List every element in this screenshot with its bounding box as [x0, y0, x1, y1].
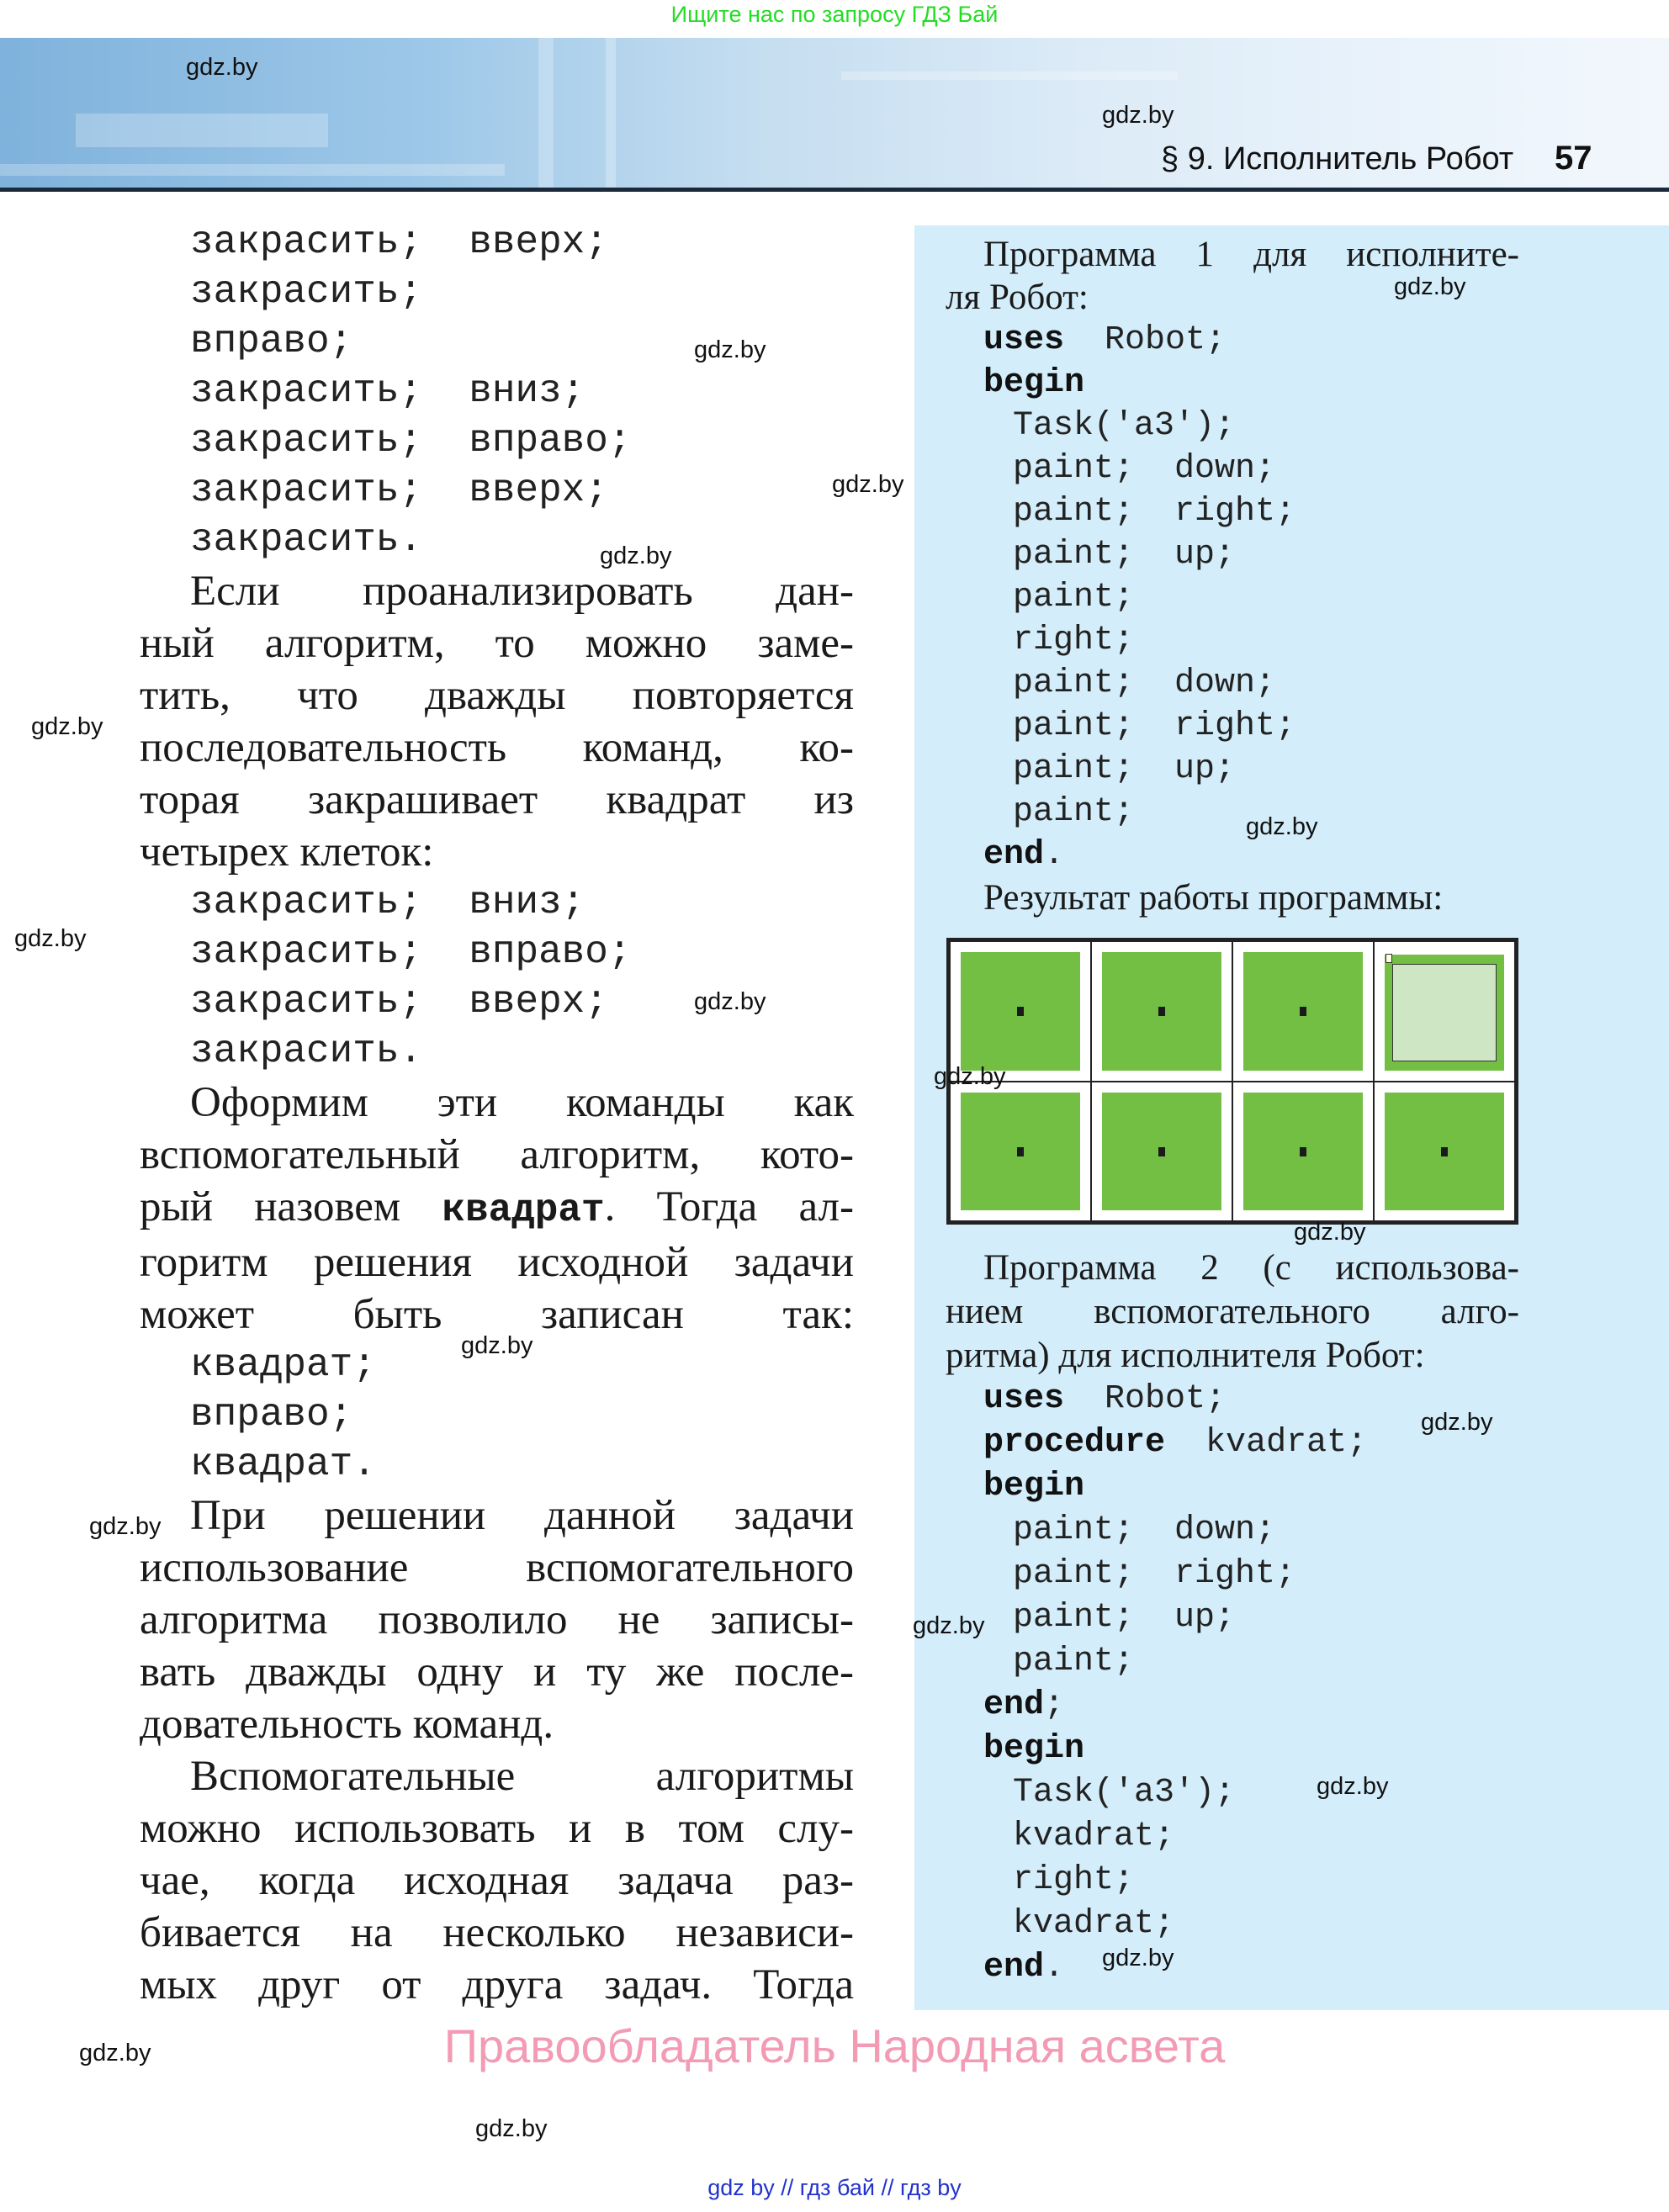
watermark: gdz.by	[14, 925, 87, 952]
text-line: ный алгоритм, то можно заме-	[140, 620, 854, 667]
code-line	[946, 1553, 1519, 1596]
text-line	[140, 1181, 854, 1236]
watermark: gdz.by	[461, 1332, 533, 1359]
code-line: закрасить; вправо;	[190, 419, 632, 463]
cell-point	[1300, 1147, 1306, 1156]
painted-cell	[1243, 952, 1363, 1071]
text-line: Оформим эти команды как	[190, 1079, 854, 1126]
code-text: .	[1044, 836, 1065, 874]
code-text: paint; down;	[1013, 664, 1276, 702]
program-1-code	[946, 319, 1519, 876]
robot-marker	[1386, 954, 1392, 963]
page-number: 57	[1555, 140, 1592, 177]
code-line	[946, 619, 1519, 662]
text-line: использование вспомогательного	[140, 1544, 854, 1591]
code-text: paint; right;	[1013, 1555, 1296, 1593]
code-block-1	[140, 218, 854, 565]
text-line: Вспомогательные алгоритмы	[190, 1753, 854, 1800]
painted-cell	[1102, 952, 1221, 1071]
robot-body	[1392, 964, 1497, 1061]
watermark: gdz.by	[89, 1513, 162, 1540]
code-line	[946, 1902, 1519, 1946]
keyword: end	[983, 1949, 1045, 1987]
code-text: ;	[1044, 1686, 1065, 1724]
watermark: gdz.by	[1317, 1773, 1389, 1800]
code-line	[946, 405, 1519, 447]
code-line	[946, 1728, 1519, 1771]
code-text: kvadrat;	[1165, 1424, 1368, 1462]
grid-cell	[1091, 1082, 1232, 1222]
code-line: закрасить; вверх;	[190, 468, 608, 512]
grid-cell	[1374, 1082, 1515, 1222]
watermark: gdz.by	[934, 1063, 1006, 1090]
code-line: закрасить.	[190, 518, 423, 562]
code-text: paint;	[1013, 793, 1135, 831]
top-promo-note: Ищите нас по запросу ГДЗ Бай	[670, 2, 999, 27]
title-line: Программа 1 для исполните-	[983, 235, 1519, 274]
text-line: можно использовать и в том слу-	[140, 1805, 854, 1852]
left-column	[140, 218, 854, 2011]
paragraph-2	[140, 1077, 854, 1341]
code-block-3	[140, 1341, 854, 1490]
code-line: вправо;	[190, 320, 353, 363]
code-line	[946, 319, 1519, 362]
grid-cell	[1232, 1082, 1374, 1222]
code-text: .	[1044, 1949, 1065, 1987]
code-line	[946, 533, 1519, 576]
keyword: begin	[983, 1468, 1085, 1506]
robot-field-grid	[946, 938, 1518, 1225]
code-line	[946, 791, 1519, 833]
text-line: алгоритма позволило не записы-	[140, 1596, 854, 1643]
watermark: gdz.by	[1394, 273, 1466, 300]
code-line	[946, 362, 1519, 405]
keyword: begin	[983, 364, 1085, 402]
code-text: right;	[1013, 622, 1135, 659]
text-line: При решении данной задачи	[190, 1492, 854, 1539]
grid-cell	[1232, 941, 1374, 1082]
watermark: gdz.by	[79, 2040, 151, 2066]
watermark: gdz.by	[186, 54, 258, 81]
code-line: вправо;	[190, 1393, 353, 1437]
code-text: paint; up;	[1013, 750, 1236, 788]
keyword: begin	[983, 1730, 1085, 1768]
watermark: gdz.by	[475, 2115, 548, 2142]
program-2-title	[946, 1246, 1519, 1378]
title-line: ритма) для исполнителя Робот:	[946, 1336, 1425, 1375]
painted-cell	[961, 1093, 1080, 1211]
watermark: gdz.by	[31, 713, 103, 740]
watermark: gdz.by	[1102, 1945, 1174, 1971]
code-line	[946, 576, 1519, 619]
painted-cell	[1243, 1093, 1363, 1211]
copyright-notice: Правообладатель Народная асвета	[443, 2019, 1226, 2072]
code-line: закрасить;	[190, 270, 423, 314]
paragraph-3	[140, 1490, 854, 1750]
text-line: горитм решения исходной задачи	[140, 1239, 854, 1286]
paragraph-1	[140, 565, 854, 878]
watermark: gdz.by	[694, 988, 766, 1015]
painted-cell	[961, 952, 1080, 1071]
watermark: gdz.by	[600, 542, 672, 569]
code-line	[946, 1684, 1519, 1728]
code-text: right;	[1013, 1861, 1135, 1899]
watermark: gdz.by	[694, 336, 766, 363]
code-text: Robot;	[1064, 321, 1227, 359]
code-line	[946, 1596, 1519, 1640]
watermark: gdz.by	[1294, 1219, 1366, 1246]
code-line: квадрат;	[190, 1343, 376, 1387]
keyword: procedure	[983, 1424, 1166, 1462]
code-line	[946, 1509, 1519, 1553]
code-text: paint; up;	[1013, 536, 1236, 574]
code-line: закрасить; вниз;	[190, 881, 585, 924]
code-text: paint;	[1013, 1643, 1135, 1680]
text-line: бивается на несколько независи-	[140, 1909, 854, 1956]
watermark: gdz.by	[832, 471, 904, 498]
code-line	[946, 1640, 1519, 1684]
code-line	[946, 1859, 1519, 1902]
cell-point	[1441, 1147, 1448, 1156]
code-line	[946, 662, 1519, 705]
code-line	[946, 447, 1519, 490]
code-line: закрасить; вниз;	[190, 369, 585, 413]
cell-point	[1017, 1147, 1024, 1156]
code-text: Robot;	[1064, 1380, 1227, 1418]
code-text: paint;	[1013, 579, 1135, 617]
code-text: Task('a3');	[1013, 407, 1236, 445]
painted-cell	[1385, 1093, 1504, 1211]
code-line	[946, 1465, 1519, 1509]
robot-icon	[1385, 955, 1504, 1071]
cell-point	[1158, 1007, 1165, 1016]
text-line: вать дважды одну и ту же после-	[140, 1648, 854, 1696]
cell-point	[1017, 1007, 1024, 1016]
code-text: kvadrat;	[1013, 1818, 1175, 1855]
watermark: gdz.by	[1246, 813, 1318, 840]
code-text: paint; right;	[1013, 493, 1296, 531]
code-line	[946, 1771, 1519, 1815]
grid-cell	[950, 941, 1091, 1082]
code-line: квадрат.	[190, 1442, 376, 1486]
code-text: paint; up;	[1013, 1599, 1236, 1637]
code-line	[946, 833, 1519, 876]
cell-point	[1158, 1147, 1165, 1156]
code-line: закрасить.	[190, 1029, 423, 1073]
keyword: end	[983, 836, 1045, 874]
keyword: uses	[983, 1380, 1065, 1418]
code-line	[946, 748, 1519, 791]
result-label: Результат работы программы:	[983, 878, 1444, 918]
keyword: end	[983, 1686, 1045, 1724]
painted-cell	[1102, 1093, 1221, 1211]
watermark: gdz.by	[1421, 1409, 1493, 1436]
code-line	[946, 1815, 1519, 1859]
code-line: закрасить; вверх;	[190, 980, 608, 1024]
grid-cell	[1091, 941, 1232, 1082]
code-text: paint; down;	[1013, 1511, 1276, 1549]
text-segment: рый назовем	[140, 1183, 442, 1230]
text-line: довательность команд.	[140, 1701, 554, 1748]
code-text: Task('a3');	[1013, 1774, 1236, 1812]
paragraph-4	[140, 1750, 854, 2011]
code-text: paint; down;	[1013, 450, 1276, 488]
footer-links[interactable]: gdz by // гдз бай // гдз by	[707, 2175, 962, 2200]
text-line: тить, что дважды повторяется	[140, 672, 854, 719]
text-line: вспомогательный алгоритм, кото-	[140, 1131, 854, 1178]
text-line: четырех клеток:	[140, 828, 434, 876]
grid-cell	[1374, 941, 1515, 1082]
text-line: Если проанализировать дан-	[190, 568, 854, 615]
code-line: закрасить; вправо;	[190, 930, 632, 974]
program-2-code	[946, 1378, 1519, 1990]
cell-point	[1300, 1007, 1306, 1016]
code-line: закрасить; вверх;	[190, 220, 608, 264]
keyword-kvadrat: квадрат	[442, 1188, 605, 1232]
code-text: paint; right;	[1013, 707, 1296, 745]
text-segment: . Тогда ал-	[604, 1183, 854, 1230]
watermark: gdz.by	[1102, 102, 1174, 129]
code-text: kvadrat;	[1013, 1905, 1175, 1943]
program-1	[946, 233, 1519, 919]
keyword: uses	[983, 321, 1065, 359]
text-line: торая закрашивает квадрат из	[140, 776, 854, 823]
title-line: Программа 2 (с использова-	[983, 1248, 1519, 1288]
code-block-2	[140, 878, 854, 1077]
watermark: gdz.by	[913, 1612, 985, 1639]
text-line: может быть записан так:	[140, 1291, 854, 1338]
code-line	[946, 705, 1519, 748]
title-line: нием вспомогательного алго-	[946, 1292, 1519, 1331]
grid-cell	[950, 1082, 1091, 1222]
program-2	[946, 1246, 1519, 1990]
code-line	[946, 490, 1519, 533]
title-line: ля Робот:	[946, 278, 1089, 317]
running-title: § 9. Исполнитель Робот	[1161, 141, 1514, 177]
text-line: чае, когда исходная задача раз-	[140, 1857, 854, 1904]
text-line: последовательность команд, ко-	[140, 724, 854, 771]
code-line	[946, 1946, 1519, 1990]
text-line: мых друг от друга задач. Тогда	[140, 1961, 854, 2008]
